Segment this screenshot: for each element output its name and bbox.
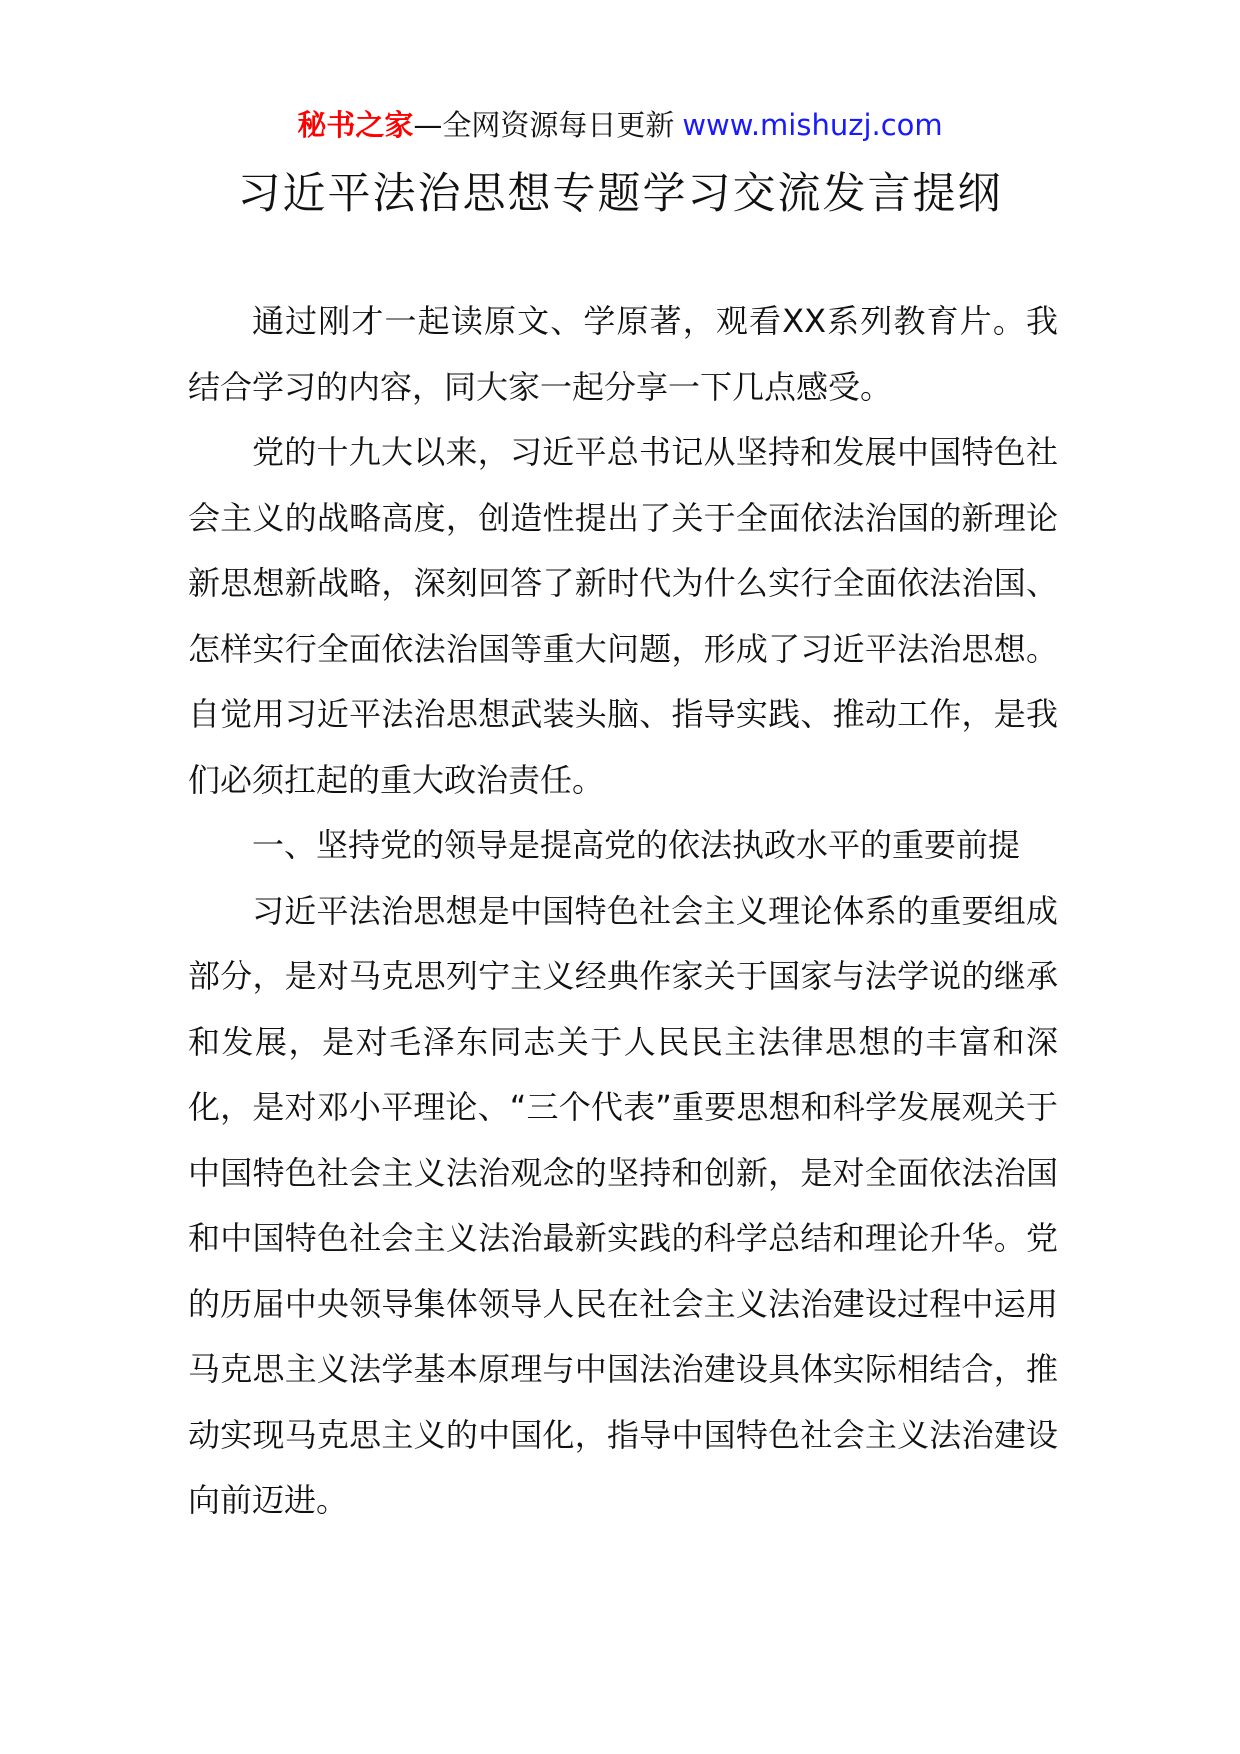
site-brand: 秘书之家: [297, 108, 414, 142]
paragraph-section-1: 习近平法治思想是中国特色社会主义理论体系的重要组成部分，是对马克思列宁主义经典作家关于国家与法学说的继承和发展，是对毛泽东同志关于人民民主法律思想的丰富和深化，是对邓小平理论、“三个代表”重要思想和科学发展观关于中国特色社会主义法治观念的坚持和创新，是对全面依法治国和中国特色社会主义法治最新实践的科学总结和理论升华。党的历届中央领导集体领导人民在社会主义法治建设过程中运用马克思主义法学基本原理与中国法治建设具体实际相结合，推动实现马克思主义的中国化，指导中国特色社会主义法治建设向前迈进。: [188, 891, 1058, 1519]
paragraph-intro: 通过刚才一起读原文、学原著，观看XX系列教育片。我结合学习的内容，同大家一起分享一下几点感受。: [188, 302, 1058, 406]
site-header: [0, 103, 1240, 147]
document-title: 习近平法治思想专题学习交流发言提纲: [237, 169, 1003, 219]
paragraph-background: 党的十九大以来，习近平总书记从坚持和发展中国特色社会主义的战略高度，创造性提出了关于全面依法治国的新理论新思想新战略，深刻回答了新时代为什么实行全面依法治国、怎样实行全面依法治国等重大问题，形成了习近平法治思想。自觉用习近平法治思想武装头脑、指导实践、推动工作，是我们必须扛起的重大政治责任。: [188, 433, 1058, 799]
site-url[interactable]: www.mishuzj.com: [682, 108, 943, 142]
site-slogan: —全网资源每日更新: [413, 108, 675, 142]
document-body: [188, 289, 1058, 1534]
section-heading-1: 一、坚持党的领导是提高党的依法执政水平的重要前提: [252, 826, 1021, 864]
